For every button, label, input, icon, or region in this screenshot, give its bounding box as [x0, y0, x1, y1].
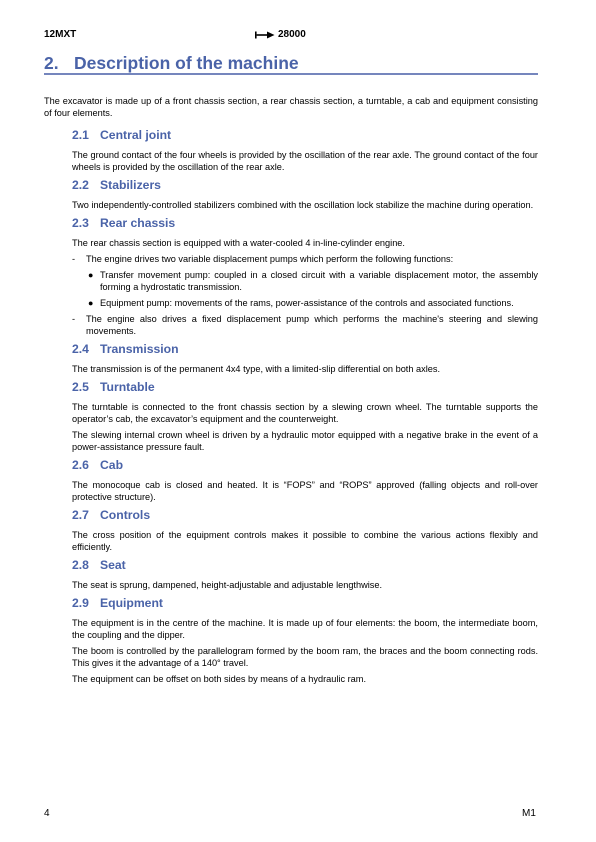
- section-transmission: [72, 341, 538, 375]
- section-rear-chassis: [72, 215, 538, 337]
- bullet-text: Equipment pump: movements of the rams, power-assistance of the controls and associated functions.: [100, 298, 514, 308]
- section-title: Turntable: [100, 380, 155, 394]
- dash-item: [72, 313, 538, 337]
- paragraph: The turntable is connected to the front chassis section by a slewing crown wheel. The turntable supports the operator’s cab, the excavator’s equipment and the counterweight.: [72, 402, 538, 424]
- section-equipment: [72, 595, 538, 685]
- section-title: Seat: [100, 558, 126, 572]
- section-number: 2.9: [72, 596, 89, 610]
- section-heading: [72, 457, 538, 473]
- section-heading: [72, 177, 538, 193]
- footer-code: M1: [522, 808, 536, 819]
- paragraph: The equipment can be offset on both sides by means of a hydraulic ram.: [72, 674, 366, 684]
- section-number: 2.6: [72, 458, 89, 472]
- section-number: 2.8: [72, 558, 89, 572]
- section-title: Stabilizers: [100, 178, 161, 192]
- dash-text: The engine also drives a fixed displacement pump which performs the machine's steering and slewing movements.: [86, 314, 538, 336]
- header-serial: [255, 29, 306, 40]
- sections-container: [72, 127, 538, 689]
- paragraph: Two independently-controlled stabilizers combined with the oscillation lock stabilize the machine during operation.: [72, 200, 534, 210]
- section-number: 2.7: [72, 508, 89, 522]
- paragraph: The transmission is of the permanent 4x4 type, with a limited-slip differential on both axles.: [72, 364, 441, 374]
- section-number: 2.1: [72, 128, 89, 142]
- bullet-marker: ●: [88, 298, 94, 308]
- section-cab: [72, 457, 538, 503]
- section-title: Controls: [100, 508, 151, 522]
- section-turntable: [72, 379, 538, 453]
- dash-text: The engine drives two variable displacement pumps which perform the following functions:: [86, 254, 454, 264]
- dash-item: [72, 253, 538, 265]
- bullet-item: [86, 269, 538, 293]
- section-title: Cab: [100, 458, 124, 472]
- section-title: Rear chassis: [100, 216, 176, 230]
- section-controls: [72, 507, 538, 553]
- chapter-heading: [44, 53, 299, 74]
- paragraph: The rear chassis section is equipped with a water-cooled 4 in-line-cylinder engine.: [72, 238, 405, 248]
- paragraph: The slewing internal crown wheel is driven by a hydraulic motor equipped with a negative brake in the event of a power-assistance pressure fault.: [72, 430, 538, 452]
- section-title: Central joint: [100, 128, 172, 142]
- section-number: 2.3: [72, 216, 89, 230]
- section-heading: [72, 127, 538, 143]
- chapter-number: 2.: [44, 53, 59, 73]
- intro-paragraph: The excavator is made up of a front chassis section, a rear chassis section, a turntable, a cab and equipment consisting of four elements.: [44, 96, 538, 118]
- section-heading: [72, 557, 538, 573]
- page-number: 4: [44, 808, 50, 819]
- section-number: 2.4: [72, 342, 89, 356]
- dash-marker: -: [72, 314, 76, 324]
- paragraph: The equipment is in the centre of the machine. It is made up of four elements: the boom, the intermediate boom, the coupling and the dipper.: [72, 618, 538, 640]
- section-title: Equipment: [100, 596, 163, 610]
- section-heading: [72, 379, 538, 395]
- section-heading: [72, 507, 538, 523]
- header-model: 12MXT: [44, 29, 77, 40]
- section-seat: [72, 557, 538, 591]
- paragraph: The cross position of the equipment controls makes it possible to combine the various actions flexibly and efficiently.: [72, 530, 538, 552]
- paragraph: The monocoque cab is closed and heated. It is “FOPS” and “ROPS” approved (falling objects and roll-over protective structure).: [72, 480, 538, 502]
- arrow-right-bar-icon: [255, 31, 275, 39]
- section-heading: [72, 595, 538, 611]
- paragraph: The boom is controlled by the parallelogram formed by the boom ram, the braces and the boom connecting rods. This gives it the advantage of a 140° travel.: [72, 646, 538, 668]
- section-heading: [72, 215, 538, 231]
- section-number: 2.2: [72, 178, 89, 192]
- section-central-joint: [72, 127, 538, 173]
- section-stabilizers: [72, 177, 538, 211]
- section-title: Transmission: [100, 342, 179, 356]
- serial-number: 28000: [278, 29, 306, 40]
- bullet-item: [86, 297, 538, 309]
- bullet-text: Transfer movement pump: coupled in a closed circuit with a variable displacement motor, the assembly forming a hydrostatic transmission.: [100, 270, 538, 292]
- dash-marker: -: [72, 254, 76, 264]
- section-heading: [72, 341, 538, 357]
- chapter-title: Description of the machine: [74, 53, 299, 73]
- paragraph: The ground contact of the four wheels is provided by the oscillation of the rear axle. The ground contact of the four wheels is provided by the oscillation of the rear axle.: [72, 150, 538, 172]
- bullet-marker: ●: [88, 270, 94, 280]
- paragraph: The seat is sprung, dampened, height-adjustable and adjustable lengthwise.: [72, 580, 383, 590]
- chapter-rule: [44, 73, 538, 75]
- section-number: 2.5: [72, 380, 89, 394]
